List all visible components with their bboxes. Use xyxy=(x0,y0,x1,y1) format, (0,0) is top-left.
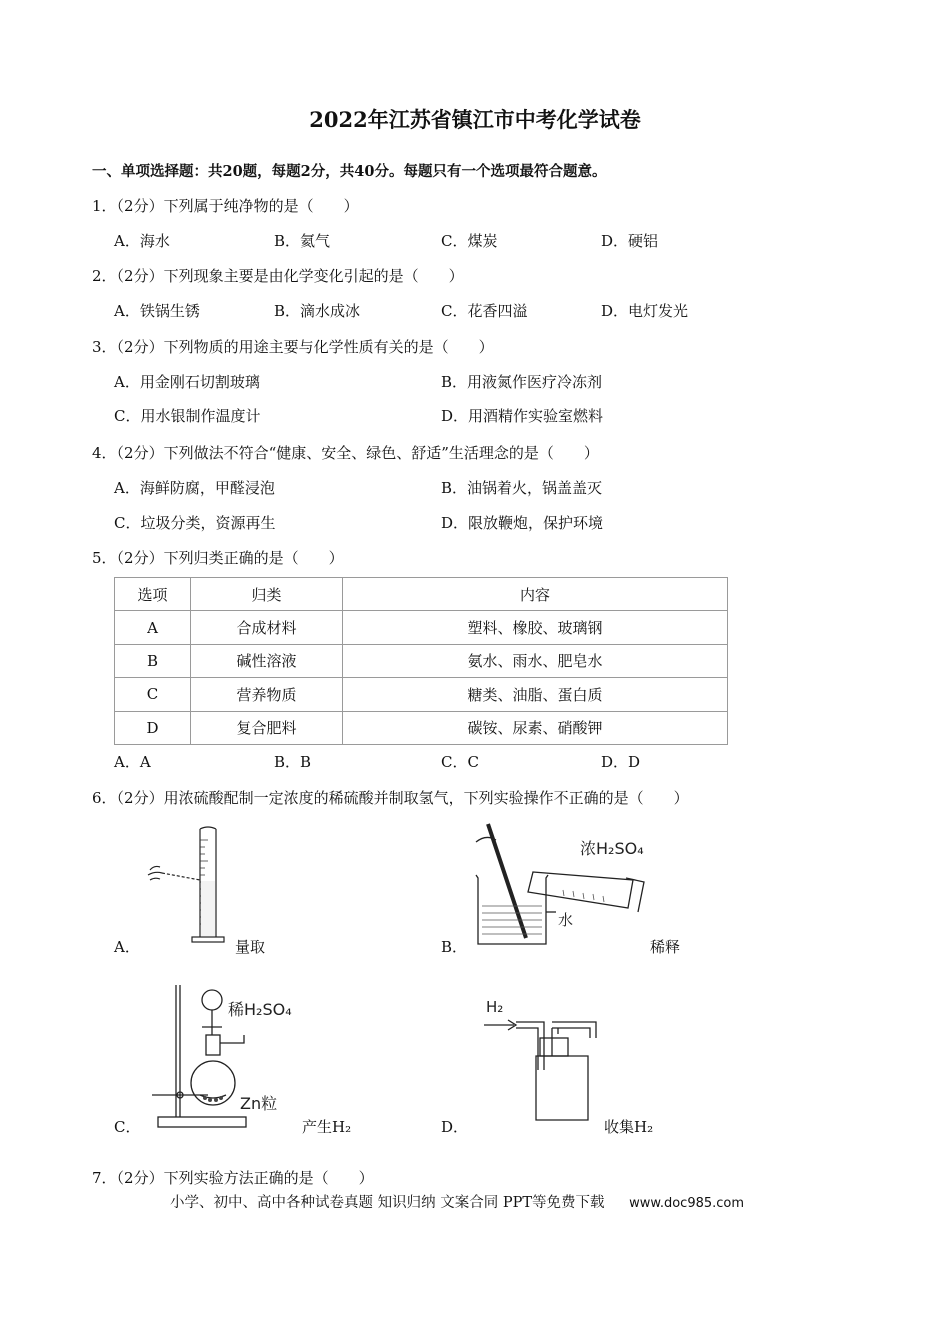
q6-caption-d: 收集H₂ xyxy=(604,1118,654,1136)
table-cell: 塑料、橡胶、玻璃钢 xyxy=(343,611,728,644)
table-header-cell: 选项 xyxy=(115,578,191,611)
table-header-row xyxy=(115,578,728,611)
q2-option-d[interactable]: D．电灯发光 xyxy=(601,302,689,320)
q6-caption-b: 稀释 xyxy=(650,938,681,956)
table-header-cell: 归类 xyxy=(191,578,343,611)
dilute-acid-label: 稀H₂SO₄ xyxy=(228,1000,292,1019)
table-cell: 复合肥料 xyxy=(191,711,343,744)
question-7-stem: 7．（2分）下列实验方法正确的是（ ） xyxy=(92,1169,374,1187)
q3-option-c[interactable]: C．用水银制作温度计 xyxy=(114,407,261,425)
dilution-figure xyxy=(468,820,648,950)
table-cell: 营养物质 xyxy=(191,678,343,711)
q5-option-b[interactable]: B．B xyxy=(274,753,312,771)
q4-option-d[interactable]: D．限放鞭炮，保护环境 xyxy=(441,514,604,532)
table-row xyxy=(115,678,728,711)
table-cell: C xyxy=(115,678,191,711)
concentrated-acid-label: 浓H₂SO₄ xyxy=(580,839,644,858)
q4-option-b[interactable]: B．油锅着火，锅盖盖灭 xyxy=(441,479,603,497)
hydrogen-label: H₂ xyxy=(486,998,504,1016)
q2-option-a[interactable]: A．铁锅生锈 xyxy=(114,302,200,320)
q6-caption-c: 产生H₂ xyxy=(302,1118,352,1136)
question-6-stem: 6．（2分）用浓硫酸配制一定浓度的稀硫酸并制取氢气，下列实验操作不正确的是（ ） xyxy=(92,789,689,807)
question-2-stem: 2．（2分）下列现象主要是由化学变化引起的是（ ） xyxy=(92,267,464,285)
table-cell: 碳铵、尿素、硝酸钾 xyxy=(343,711,728,744)
q1-option-a[interactable]: A．海水 xyxy=(114,232,170,250)
table-row xyxy=(115,611,728,644)
q6-option-c[interactable]: C． xyxy=(114,1118,141,1136)
water-label: 水 xyxy=(558,911,574,929)
table-cell: 合成材料 xyxy=(191,611,343,644)
question-3-stem: 3．（2分）下列物质的用途主要与化学性质有关的是（ ） xyxy=(92,338,494,356)
hydrogen-generator-figure xyxy=(150,975,310,1135)
q1-option-b[interactable]: B．氦气 xyxy=(274,232,331,250)
q2-option-b[interactable]: B．滴水成冰 xyxy=(274,302,361,320)
q6-option-d[interactable]: D． xyxy=(441,1118,469,1136)
footer-banner xyxy=(170,1191,744,1212)
table-cell: 碱性溶液 xyxy=(191,644,343,677)
q1-option-d[interactable]: D．硬铝 xyxy=(601,232,659,250)
footer-url[interactable]: www.doc985.com xyxy=(629,1196,745,1211)
table-row xyxy=(115,644,728,677)
q6-option-b[interactable]: B． xyxy=(441,938,468,956)
q5-option-a[interactable]: A．A xyxy=(114,753,151,771)
question-1-stem: 1．（2分）下列属于纯净物的是（ ） xyxy=(92,197,359,215)
q3-option-b[interactable]: B．用液氮作医疗冷冻剂 xyxy=(441,373,603,391)
table-cell: A xyxy=(115,611,191,644)
q5-option-d[interactable]: D．D xyxy=(601,753,641,771)
q6-option-a[interactable]: A． xyxy=(114,938,140,956)
q6-caption-a: 量取 xyxy=(235,938,266,956)
table-cell: 氨水、雨水、肥皂水 xyxy=(343,644,728,677)
graduated-cylinder-figure xyxy=(140,825,235,950)
page-title: 2022年江苏省镇江市中考化学试卷 xyxy=(309,107,641,132)
zinc-label: Zn粒 xyxy=(240,1094,278,1113)
q3-option-a[interactable]: A．用金刚石切割玻璃 xyxy=(114,373,260,391)
question-5-stem: 5．（2分）下列归类正确的是（ ） xyxy=(92,549,344,567)
q4-option-c[interactable]: C．垃圾分类，资源再生 xyxy=(114,514,276,532)
q4-option-a[interactable]: A．海鲜防腐，甲醛浸泡 xyxy=(114,479,275,497)
table-header-cell: 内容 xyxy=(343,578,728,611)
q5-option-c[interactable]: C．C xyxy=(441,753,479,771)
classification-table xyxy=(114,577,728,745)
footer-text: 小学、初中、高中各种试卷真题 知识归纳 文案合同 PPT等免费下载 xyxy=(170,1195,605,1211)
question-4-stem: 4．（2分）下列做法不符合“健康、安全、绿色、舒适”生活理念的是（ ） xyxy=(92,444,599,462)
section-heading: 一、单项选择题：共20题，每题2分，共40分。每题只有一个选项最符合题意。 xyxy=(92,163,607,180)
q2-option-c[interactable]: C．花香四溢 xyxy=(441,302,528,320)
table-cell: 糖类、油脂、蛋白质 xyxy=(343,678,728,711)
table-cell: D xyxy=(115,711,191,744)
q1-option-c[interactable]: C．煤炭 xyxy=(441,232,498,250)
table-cell: B xyxy=(115,644,191,677)
gas-collection-figure xyxy=(480,992,605,1132)
table-row xyxy=(115,711,728,744)
q3-option-d[interactable]: D．用酒精作实验室燃料 xyxy=(441,407,604,425)
